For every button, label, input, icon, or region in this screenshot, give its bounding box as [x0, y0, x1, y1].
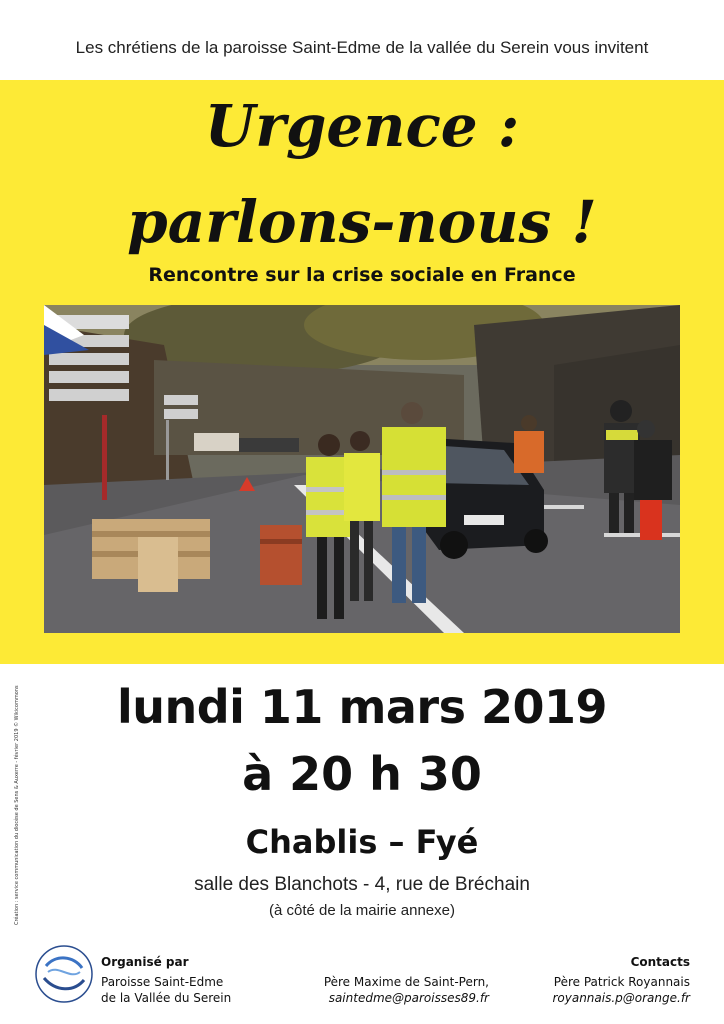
- organizer-heading: Organisé par: [101, 955, 189, 969]
- parish-logo-icon: [34, 944, 94, 1004]
- event-time: à 20 h 30: [242, 747, 482, 801]
- organizer-line-1: Paroisse Saint-Edme: [101, 975, 224, 989]
- event-date: lundi 11 mars 2019: [116, 680, 608, 734]
- contact-2-email[interactable]: royannais.p@orange.fr: [552, 991, 690, 1005]
- title-line-1: Urgence :: [204, 92, 520, 160]
- event-address: salle des Blanchots - 4, rue de Bréchain: [194, 874, 530, 895]
- event-place: Chablis – Fyé: [245, 823, 479, 861]
- contacts-heading: Contacts: [630, 955, 690, 969]
- invitation-text: Les chrétiens de la paroisse Saint-Edme de la vallée du Serein vous invitent: [75, 38, 649, 57]
- contact-1-email[interactable]: saintedme@paroisses89.fr: [328, 991, 489, 1005]
- organizer-line-2: de la Vallée du Serein: [101, 991, 232, 1005]
- contact-1-name: Père Maxime de Saint-Pern,: [323, 975, 489, 989]
- subtitle: Rencontre sur la crise sociale en France: [148, 264, 576, 286]
- contact-2-name: Père Patrick Royannais: [553, 975, 690, 989]
- event-address-note: (à côté de la mairie annexe): [269, 902, 455, 919]
- title-line-2: parlons-nous !: [127, 188, 597, 256]
- photo-credit: Création : service communication du diocèse de Sens & Auxerre - février 2019 © Wikicommons: [14, 685, 20, 925]
- protest-photo: [44, 305, 680, 633]
